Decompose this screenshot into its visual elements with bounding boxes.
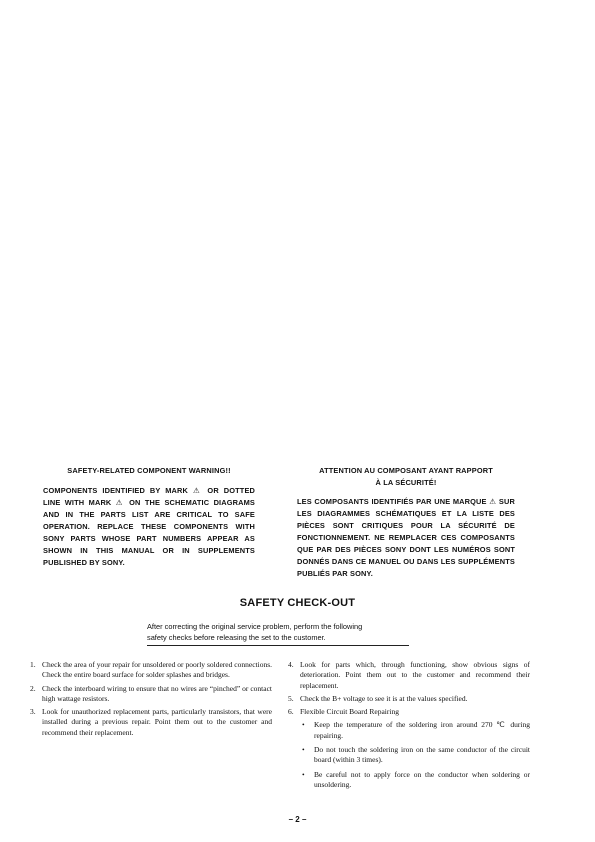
checklist-item xyxy=(288,694,530,704)
safety-checkout-intro-line-1: After correcting the original service problem, perform the following xyxy=(147,622,363,631)
warning-english-body xyxy=(43,485,255,569)
warning-english-text-2: OR DOTTED LINE WITH MARK xyxy=(43,486,256,507)
divider-rule xyxy=(147,645,409,646)
warning-triangle-icon: ⚠ xyxy=(489,497,497,506)
warning-english-text-3: ON THE SCHEMATIC DIAGRAMS AND IN THE PARTS LIST ARE CRITICAL TO SAFE OPERATION. REPLACE THESE COMPONENTS WITH SONY PARTS WHOSE PART NUMBERS APPEAR AS SHOWN IN THIS MANUAL OR IN SUPPLEMENTS PUBLISHED BY SONY. xyxy=(43,498,256,567)
sub-item-text: Do not touch the soldering iron on the same conductor of the circuit board (within 3 times). xyxy=(314,745,530,765)
sub-list-item xyxy=(300,745,530,766)
checklist-item xyxy=(30,707,272,738)
warning-triangle-icon: ⚠ xyxy=(192,486,203,495)
bullet-icon: • xyxy=(302,720,305,730)
item-text: Look for unauthorized replacement parts, particularly transistors, that were installed during a previous repair. Point them out to the customer and recommend their replacement. xyxy=(42,707,272,737)
warning-french-title-line-2: À LA SÉCURITÉ! xyxy=(375,478,437,487)
repair-sub-list xyxy=(288,720,530,790)
warning-french-title-line-1: ATTENTION AU COMPOSANT AYANT RAPPORT xyxy=(319,466,493,475)
warning-french xyxy=(297,465,515,580)
checklist-left-column xyxy=(30,660,272,741)
warning-french-text-1: LES COMPOSANTS IDENTIFIÉS PAR UNE MARQUE xyxy=(297,497,490,506)
bullet-icon: • xyxy=(302,745,305,755)
item-number: 5. xyxy=(288,693,294,703)
warning-english-text-1: COMPONENTS IDENTIFIED BY MARK xyxy=(43,486,193,495)
checklist-item xyxy=(288,707,530,717)
checklist-item xyxy=(288,660,530,691)
sub-item-text: Be careful not to apply force on the conductor when soldering or unsoldering. xyxy=(314,769,530,789)
safety-checkout-intro-line-2: safety checks before releasing the set to the customer. xyxy=(147,633,326,642)
warning-french-title xyxy=(297,465,515,489)
item-text: Look for parts which, through functioning, show obvious signs of deterioration. Point them out to the customer and recommend their replacement. xyxy=(300,660,530,690)
page-number: – 2 – xyxy=(288,815,307,824)
warning-english-title: SAFETY-RELATED COMPONENT WARNING!! xyxy=(67,466,231,475)
safety-checkout-intro xyxy=(147,621,437,643)
item-number: 2. xyxy=(30,683,36,693)
item-number: 4. xyxy=(288,660,294,669)
sub-list-item xyxy=(300,770,530,791)
checklist-item xyxy=(30,660,272,681)
item-text: Check the area of your repair for unsoldered or poorly soldered connections. Check the entire board surface for solder splashes and bridges. xyxy=(42,660,272,680)
checklist-right-column xyxy=(288,660,530,794)
bullet-icon: • xyxy=(302,769,305,779)
item-text: Check the B+ voltage to see it is at the values specified. xyxy=(300,693,468,703)
warning-french-body xyxy=(297,496,515,580)
item-number: 6. xyxy=(288,707,294,717)
item-text: Check the interboard wiring to ensure that no wires are “pinched” or contact high wattage resistors. xyxy=(42,683,272,703)
warning-triangle-icon: ⚠ xyxy=(115,498,125,507)
warning-english xyxy=(43,465,255,569)
item-number: 3. xyxy=(30,707,36,717)
checklist-item xyxy=(30,684,272,705)
item-text: Flexible Circuit Board Repairing xyxy=(300,707,399,717)
warning-french-text-2: SUR LES DIAGRAMMES SCHÉMATIQUES ET LA LISTE DES PIÈCES SONT CRITIQUES POUR LA SÉCURITÉ DE FONCTIONNEMENT. NE REMPLACER CES COMPOSANTS QUE PAR DES PIÈCES SONY DONT LES NUMÉROS SONT DONNÉS DANS CE MANUEL OU DANS LES SUPPLÉMENTS PUBLIÉS PAR SONY. xyxy=(297,497,515,578)
item-number: 1. xyxy=(30,660,36,669)
sub-list-item xyxy=(300,720,530,741)
safety-checkout-title: SAFETY CHECK-OUT xyxy=(239,597,356,609)
sub-item-text: Keep the temperature of the soldering iron around 270 ℃ during repairing. xyxy=(314,720,530,740)
